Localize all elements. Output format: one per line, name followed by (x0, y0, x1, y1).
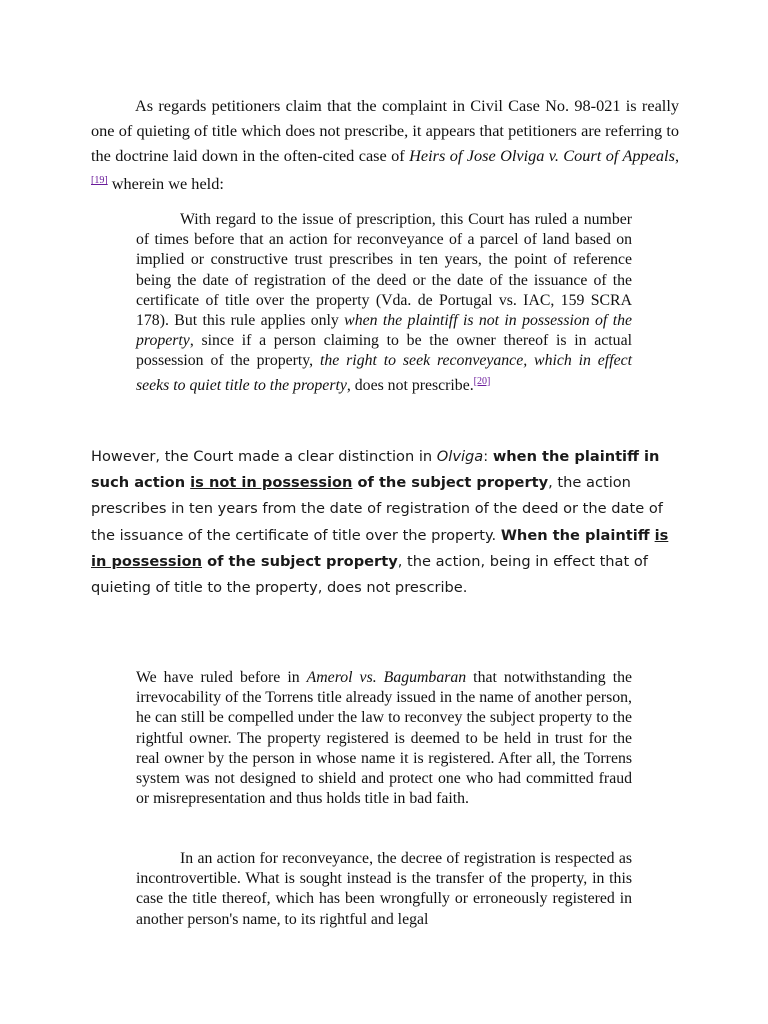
case-name-amerol: Amerol vs. Bagumbaran (306, 669, 467, 686)
quote1-text-a: With regard to the issue of prescription, this Court has ruled a number of times before that an action for reconveyance of a parcel of land based on implied or constructive trust prescribes in ten years, the point of reference being the date of registration of the deed or the date of the issuance of the certificate of title over the property (Vda. de Portugal vs. IAC, 159 SCRA 178). But this rule applies only (136, 211, 632, 330)
p2-bold-2: of the subject property (352, 474, 549, 492)
quote1-text-c: , does not prescribe. (346, 376, 474, 394)
quote2-text-a: We have ruled before in (136, 669, 307, 686)
p2-underline-1: is not in possession (190, 474, 353, 492)
p2-text-c: , the action prescribes in ten years from the date of registration of the deed or the date of the issuance of the certificate of title over the property. (91, 474, 663, 544)
block-quote-olviga (136, 210, 632, 396)
quote1-italic-2: the right to seek reconveyance, which in effect seeks to quiet title to the property (136, 352, 632, 394)
case-name-olviga: Heirs of Jose Olviga v. Court of Appeals (409, 146, 675, 165)
block-quote-reconveyance: In an action for reconveyance, the decree of registration is respected as incontrovertible. What is sought instead is the transfer of the property, in this case the title thereof, which has been wrongfully or erroneously registered in another person's name, to its rightful and legal (136, 850, 632, 928)
opening-text-b: , (674, 146, 680, 165)
footnote-link-20[interactable]: [20] (473, 375, 491, 387)
p2-underline-2: is in possession (91, 526, 669, 570)
p2-bold-4: of the subject property (202, 552, 398, 570)
quote2-text-b: that notwithstanding the irrevocability of the Torrens title already issued in the name of another person, he can still be compelled under the law to reconvey the subject property to the rightful owner. The property registered is deemed to be held in trust for the real owner by the person in whose name it is registered. After all, the Torrens system was not designed to shield and protect one who had committed fraud or misrepresentation and thus holds title in bad faith. (136, 669, 632, 808)
quote1-italic-1: when the plaintiff is not in possession of the property (136, 312, 632, 350)
quote1-text-b: , since if a person claiming to be the owner thereof is in actual possession of the property, (136, 332, 632, 370)
p2-colon: : (483, 448, 493, 465)
p2-text-a: However, the Court made a clear distinction in (91, 448, 437, 465)
opening-text-a: As regards petitioners claim that the complaint in Civil Case No. 98-021 is really one of quieting of title which does not prescribe, it appears that petitioners are referring to the doctrine laid down in the often-cited case of (91, 96, 679, 165)
footnote-link-19[interactable]: [19] (91, 175, 108, 186)
opening-paragraph (91, 93, 679, 196)
p2-bold-1: when the plaintiff in such action (91, 448, 660, 492)
p2-olviga: Olviga (436, 448, 484, 465)
opening-text-c: wherein we held: (107, 174, 224, 193)
p2-bold-3: When the plaintiff (500, 526, 655, 544)
distinction-paragraph (91, 444, 675, 601)
block-quote-amerol (136, 668, 632, 809)
p2-text-d: , the action, being in effect that of quieting of title to the property, does not prescribe. (91, 552, 648, 597)
